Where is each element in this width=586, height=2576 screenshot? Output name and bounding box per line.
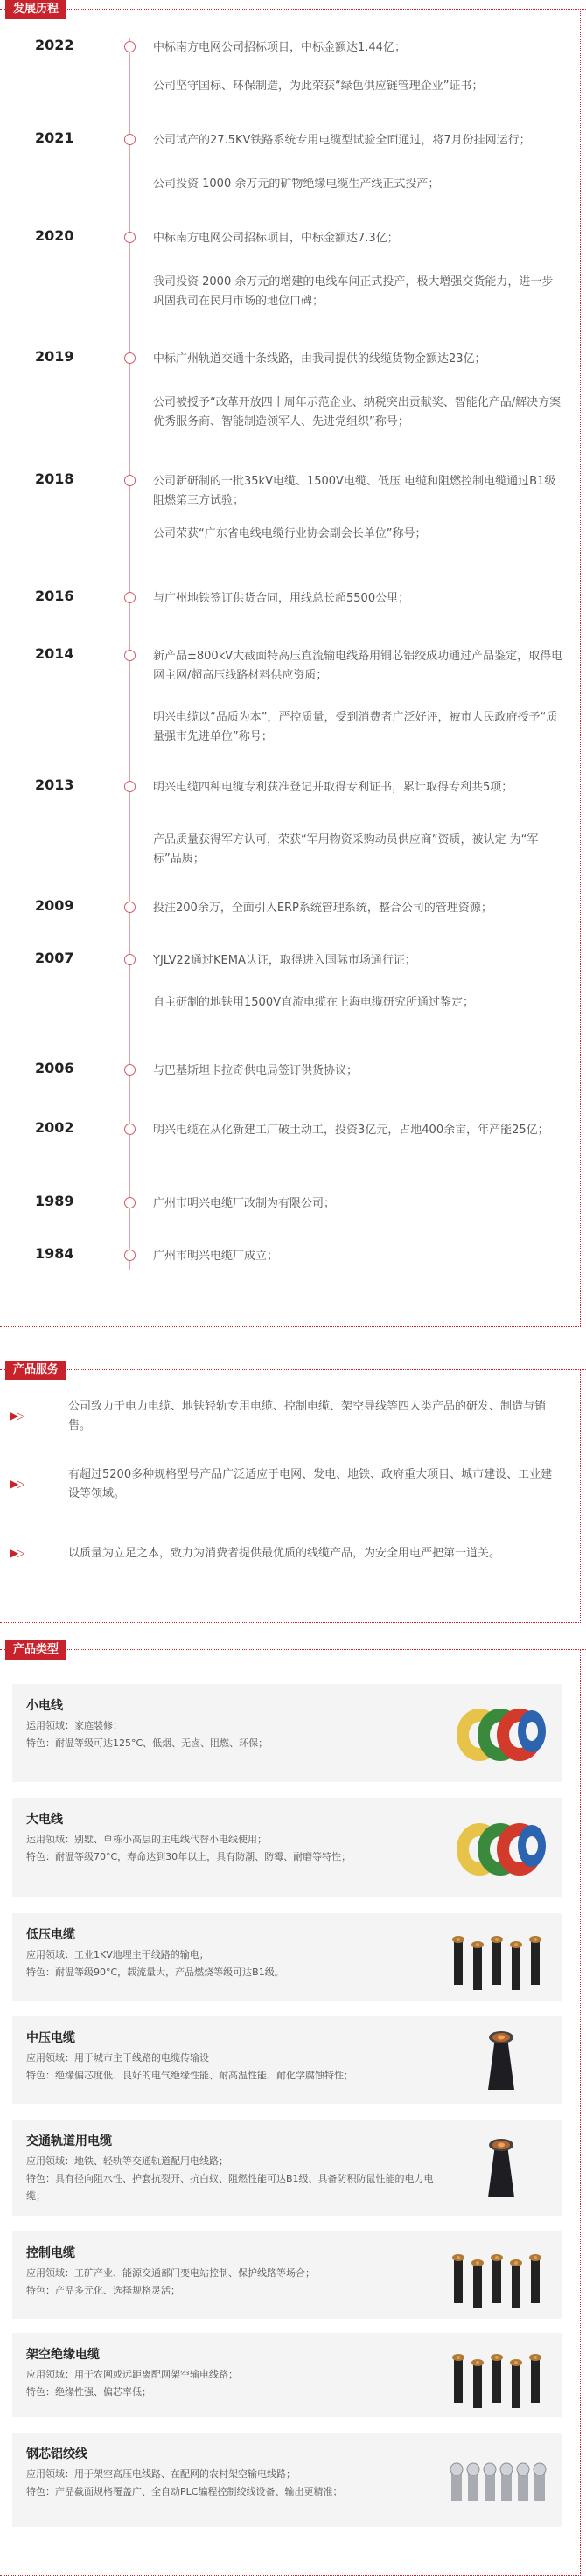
product-feature: 特色：产品多元化、选择规格灵活；	[26, 2285, 180, 2296]
timeline-event: 公司荣获“广东省电线电缆行业协会副会长单位”称号；	[153, 527, 427, 540]
service-text: 有超过5200多种规格型号产品广泛适应于电网、发电、地铁、政府重大项目、城市建设、工业建设等领域。	[68, 1468, 553, 1500]
products-header	[0, 1640, 586, 1660]
timeline-event: 公司试产的27.5KV铁路系统专用电缆型试验全面通过，将7月份挂网运行；	[153, 134, 531, 147]
product-feature: 特色：绝缘性强、偏芯率低；	[26, 2386, 151, 2398]
services-header	[0, 1361, 586, 1380]
timeline-year: 2016	[35, 588, 74, 604]
product-card	[12, 2433, 562, 2527]
history-tag: 发展历程	[5, 0, 66, 19]
timeline-year: 2007	[35, 950, 74, 966]
timeline-event: 投注200余万，全面引入ERP系统管理系统，整合公司的管理资源；	[153, 902, 492, 915]
cable-bundle-image	[446, 1922, 551, 1995]
product-card	[12, 1798, 562, 1897]
coiled-wire-image	[446, 1813, 551, 1886]
timeline-dot-icon	[124, 954, 136, 965]
timeline-dot-icon	[124, 134, 136, 145]
timeline-event: 明兴电缆在从化新建工厂破土动工，投资3亿元，占地400余亩，年产能25亿；	[153, 1124, 549, 1137]
product-usage: 应用领域：工业1KV地埋主干线路的输电；	[26, 1949, 209, 1960]
timeline-year: 2020	[35, 227, 74, 244]
services-section	[0, 1361, 586, 1623]
product-usage: 应用领域：地铁、轻轨等交通轨道配用电线路；	[26, 2155, 228, 2167]
timeline-event: 与广州地铁签订供货合同，用线总长超5500公里；	[153, 592, 410, 605]
timeline-dot-icon	[124, 41, 136, 52]
product-usage: 应用领域：用于城市主干线路的电缆传输设	[26, 2052, 209, 2064]
product-feature: 特色：产品截面规格覆盖广、全自动PLC编程控制绞线设备、输出更精准；	[26, 2486, 343, 2497]
timeline-event: 公司被授予“改革开放四十周年示范企业、纳税突出贡献奖、智能化产品/解决方案优秀服务商、智能制造领军人、先进党组织”称号；	[153, 396, 562, 428]
timeline-dot-icon	[124, 902, 136, 913]
timeline-year: 2022	[35, 37, 74, 53]
timeline-event: 公司新研制的一批35kV电缆、1500V电缆、低压 电缆和阻燃控制电缆通过B1级阻燃第三方试验；	[153, 475, 556, 507]
double-arrow-icon: ▶▷	[10, 1478, 24, 1490]
products-section	[0, 1640, 586, 2576]
timeline-dot-icon	[124, 592, 136, 603]
product-card	[12, 2231, 562, 2319]
timeline-event: 中标广州轨道交通十条线路，由我司提供的线缆货物金额达23亿；	[153, 352, 486, 366]
timeline-event: 公司投资 1000 余万元的矿物绝缘电缆生产线正式投产；	[153, 178, 440, 191]
timeline-event: 明兴电缆以“品质为本”，严控质量，受到消费者广泛好评，被市人民政府授予“质量强市先进单位”称号；	[153, 711, 558, 743]
product-feature: 特色：绝缘偏芯度低、良好的电气绝缘性能、耐高温性能、耐化学腐蚀特性；	[26, 2070, 353, 2081]
product-card	[12, 2016, 562, 2104]
product-feature: 特色：具有径向阻水性、护套抗裂开、抗白蚁、阻燃性能可达B1级、具备防积防鼠性能的电力电缆；	[26, 2173, 434, 2202]
timeline-event: 与巴基斯坦卡拉奇供电局签订供货协议；	[153, 1064, 359, 1077]
product-usage: 运用领域：家庭装修；	[26, 1720, 122, 1731]
timeline-year: 2021	[35, 129, 74, 146]
coiled-wire-image	[446, 1698, 551, 1772]
timeline-year: 1989	[35, 1193, 74, 1209]
product-card	[12, 1913, 562, 2001]
stranded-conductor-image	[446, 2445, 551, 2518]
single-cable-image	[446, 2025, 551, 2099]
timeline-event: 公司坚守国标、环保制造，为此荣获“绿色供应链管理企业”证书；	[153, 80, 484, 93]
product-usage: 应用领域：用于架空高压电线路、在配网的农村架空输电线路；	[26, 2468, 296, 2480]
timeline-year: 2002	[35, 1119, 74, 1136]
timeline-year: 2019	[35, 348, 74, 365]
timeline-dot-icon	[124, 650, 136, 661]
timeline-year: 2006	[35, 1060, 74, 1076]
product-name: 钢芯铝绞线	[26, 2447, 87, 2461]
product-usage: 应用领域：工矿产业、能源交通部门变电站控制、保护线路等场合；	[26, 2267, 315, 2279]
timeline-dot-icon	[124, 781, 136, 792]
timeline-event: 我司投资 2000 余万元的增建的电线车间正式投产，极大增强交货能力，进一步巩固我司在民用市场的地位口碑；	[153, 275, 554, 308]
timeline-event: 广州市明兴电缆厂成立；	[153, 1250, 279, 1263]
timeline-year: 2013	[35, 776, 74, 793]
product-name: 控制电缆	[26, 2246, 75, 2260]
timeline-event: 新产品±800kV大截面特高压直流输电线路用铜芯铝绞成功通过产品鉴定，取得电网主网/超高压线路材料供应资质；	[153, 650, 563, 682]
history-header	[0, 0, 586, 19]
timeline-event: 广州市明兴电缆厂改制为有限公司；	[153, 1197, 336, 1210]
product-name: 小电线	[26, 1699, 63, 1713]
product-card	[12, 2333, 562, 2417]
timeline-event: 自主研制的地铁用1500V直流电缆在上海电缆研究所通过鉴定；	[153, 996, 474, 1009]
product-name: 低压电缆	[26, 1928, 75, 1942]
products-tag: 产品类型	[5, 1640, 66, 1660]
double-arrow-icon: ▶▷	[10, 1547, 24, 1559]
timeline-event: 明兴电缆四种电缆专利获准登记并取得专利证书，累计取得专利共5项；	[153, 781, 513, 794]
product-usage: 运用领域：别墅、单栋小高层的主电线代替小电线使用；	[26, 1834, 267, 1845]
product-name: 架空绝缘电缆	[26, 2348, 100, 2362]
product-usage: 应用领域：用于农网或远距离配网架空输电线路；	[26, 2369, 238, 2380]
timeline-year: 1984	[35, 1245, 74, 1262]
timeline-dot-icon	[124, 352, 136, 364]
product-feature: 特色：耐温等级70°C，寿命达到30年以上，具有防潮、防霉、耐磨等特性；	[26, 1851, 352, 1862]
product-feature: 特色：耐温等级90°C，载流量大，产品燃烧等级可达B1级。	[26, 1967, 284, 1978]
timeline-event: YJLV22通过KEMA认证，取得进入国际市场通行证；	[153, 954, 416, 967]
timeline-dot-icon	[124, 1124, 136, 1135]
double-arrow-icon: ▶▷	[10, 1410, 24, 1422]
service-text: 公司致力于电力电缆、地铁轻轨专用电缆、控制电缆、架空导线等四大类产品的研发、制造与销售。	[68, 1400, 547, 1432]
timeline-year: 2018	[35, 470, 74, 487]
product-card	[12, 2120, 562, 2216]
product-name: 大电线	[26, 1813, 63, 1827]
cable-bundle-image	[446, 2240, 551, 2314]
timeline-dot-icon	[124, 1250, 136, 1261]
product-name: 交通轨道用电缆	[26, 2134, 112, 2148]
timeline-dot-icon	[124, 1197, 136, 1208]
product-name: 中压电缆	[26, 2031, 75, 2045]
timeline-event: 中标南方电网公司招标项目，中标金额达1.44亿；	[153, 41, 406, 54]
timeline-event: 中标南方电网公司招标项目，中标金额达7.3亿；	[153, 232, 399, 245]
timeline-year: 2009	[35, 897, 74, 914]
product-card	[12, 1684, 562, 1782]
services-tag: 产品服务	[5, 1361, 66, 1380]
timeline-event: 产品质量获得军方认可，荣获“军用物资采购动员供应商”资质，被认定 为“军标”品质；	[153, 833, 539, 866]
timeline-dot-icon	[124, 1064, 136, 1076]
single-cable-image	[446, 2133, 551, 2206]
timeline-dot-icon	[124, 232, 136, 243]
timeline-year: 2014	[35, 645, 74, 662]
cable-bundle-image	[446, 2340, 551, 2413]
timeline-dot-icon	[124, 475, 136, 486]
service-text: 以质量为立足之本，致力为消费者提供最优质的线缆产品，为安全用电严把第一道关。	[68, 1547, 501, 1560]
product-feature: 特色：耐温等级可达125°C、低烟、无卤、阻燃、环保；	[26, 1737, 269, 1749]
